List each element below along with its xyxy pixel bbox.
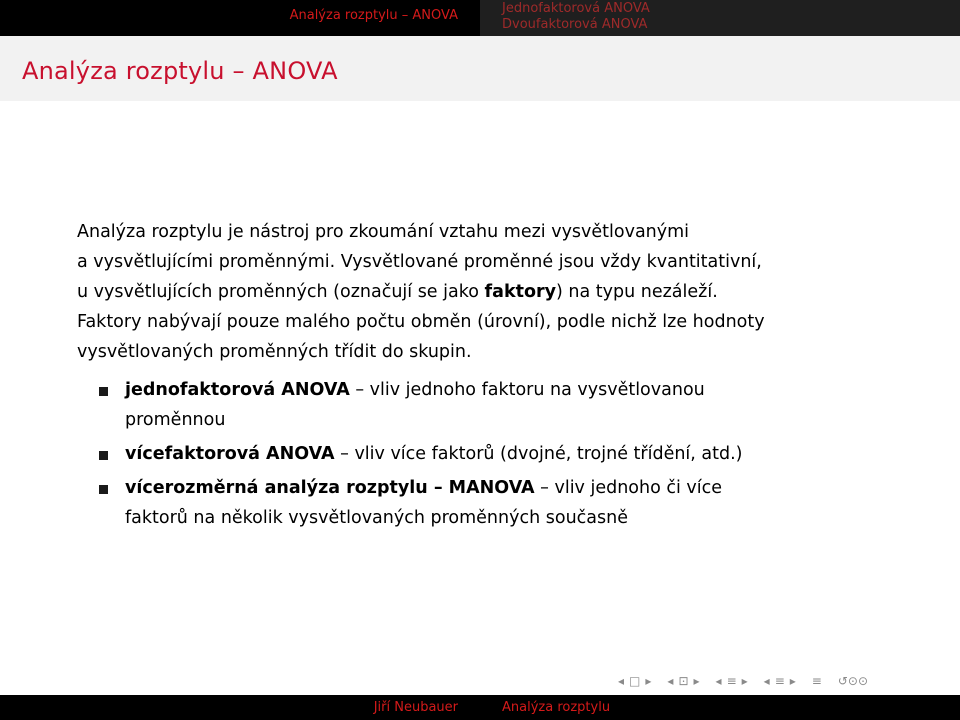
next-arrow-icon[interactable]: ▸: [693, 674, 700, 688]
item-description-cont: faktorů na několik vysvětlovaných proměnných současně: [125, 508, 628, 528]
intro-line: Faktory nabývají pouze malého počtu obměn (úrovní), podle nichž lze hodnoty: [77, 312, 765, 332]
item-term: jednofaktorová ANOVA: [125, 380, 350, 400]
item-term: vícefaktorová ANOVA: [125, 444, 335, 464]
intro-text: u vysvětlujících proměnných (označují se jako: [77, 282, 485, 302]
author-name: Jiří Neubauer: [373, 700, 458, 715]
slide-content: [77, 217, 897, 537]
item-description: – vliv jednoho či více: [534, 478, 723, 498]
intro-text: ) na typu nezáleží.: [556, 282, 718, 302]
subsection-icon[interactable]: ⊡: [678, 674, 689, 688]
frame-title: Analýza rozptylu – ANOVA: [22, 57, 338, 85]
document-icon[interactable]: ≡: [774, 674, 785, 688]
presentation-title: Analýza rozptylu: [502, 700, 611, 715]
subsection-nav-group: [667, 674, 701, 688]
frame-nav-group: [618, 674, 653, 688]
intro-line: [77, 277, 897, 307]
subsection-nav: [480, 0, 960, 36]
square-bullet-icon: [99, 485, 108, 494]
search-zoom-icon[interactable]: ↺⊙⊙: [837, 674, 869, 688]
subsection-link-jednofaktorova[interactable]: Jednofaktorová ANOVA: [502, 1, 650, 16]
prev-arrow-icon[interactable]: ◂: [618, 674, 625, 688]
top-navigation-bar: [0, 0, 960, 36]
section-nav: [0, 0, 480, 36]
list-item-manova: [77, 473, 897, 533]
next-arrow-icon[interactable]: ▸: [789, 674, 796, 688]
prev-arrow-icon[interactable]: ◂: [763, 674, 770, 688]
prev-arrow-icon[interactable]: ◂: [715, 674, 722, 688]
misc-nav-group: [812, 674, 824, 688]
footline: [0, 695, 960, 720]
section-icon[interactable]: ≡: [726, 674, 737, 688]
faktory-term: faktory: [484, 282, 557, 302]
item-description: – vliv více faktorů (dvojné, trojné třídění, atd.): [334, 444, 743, 464]
frame-icon[interactable]: □: [629, 674, 641, 688]
appendix-icon[interactable]: ≡: [811, 674, 822, 688]
square-bullet-icon: [99, 451, 108, 460]
footline-right: [480, 695, 960, 720]
prev-arrow-icon[interactable]: ◂: [667, 674, 674, 688]
item-description-cont: proměnnou: [125, 410, 226, 430]
beamer-navigation-symbols: [618, 674, 884, 688]
frame-title-bar: [0, 36, 960, 101]
item-description: – vliv jednoho faktoru na vysvětlovanou: [349, 380, 705, 400]
intro-line: Analýza rozptylu je nástroj pro zkoumání vztahu mezi vysvětlovanými: [77, 222, 690, 242]
next-arrow-icon[interactable]: ▸: [645, 674, 652, 688]
intro-line: a vysvětlujícími proměnnými. Vysvětlované proměnné jsou vždy kvantitativní,: [77, 252, 762, 272]
subsection-link-dvoufaktorova[interactable]: Dvoufaktorová ANOVA: [502, 17, 648, 32]
section-nav-group: [716, 674, 750, 688]
footline-left: [0, 695, 480, 720]
square-bullet-icon: [99, 387, 108, 396]
search-nav-group: [838, 674, 870, 688]
anova-types-list: [77, 375, 897, 533]
intro-line: vysvětlovaných proměnných třídit do skupin.: [77, 342, 472, 362]
list-item-jednofaktorova: [77, 375, 897, 435]
document-nav-group: [764, 674, 798, 688]
next-arrow-icon[interactable]: ▸: [741, 674, 748, 688]
list-item-vicefaktorova: [77, 439, 897, 469]
item-term: vícerozměrná analýza rozptylu – MANOVA: [125, 478, 535, 498]
section-link[interactable]: Analýza rozptylu – ANOVA: [289, 8, 458, 23]
